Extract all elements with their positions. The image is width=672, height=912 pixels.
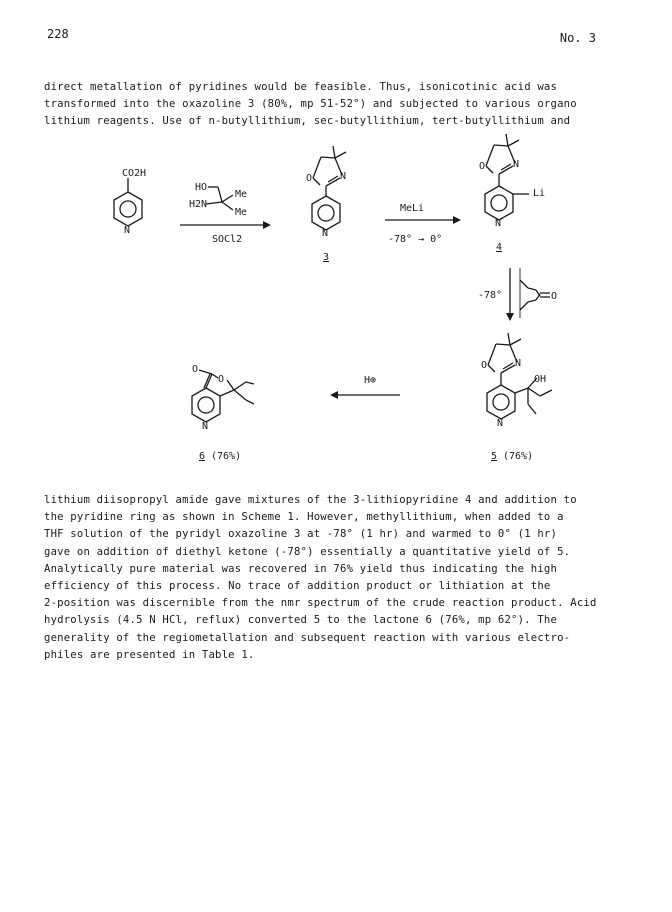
compound-6-ring-n: N	[202, 421, 209, 432]
arrow-4-head	[330, 391, 338, 399]
intro-paragraph	[44, 79, 634, 131]
diethyl-ketone-structure	[520, 280, 550, 310]
compound-5-oh: OH	[534, 374, 547, 385]
reagent-socl2: SOCl2	[212, 234, 243, 245]
compound-5-yield: (76%)	[503, 451, 534, 462]
body-paragraph	[44, 492, 634, 664]
temp-down-label: -78°	[478, 290, 503, 301]
acid-label: CO2H	[122, 168, 147, 179]
compound-6-label: 6	[199, 451, 206, 462]
text-line: THF solution of the pyridyl oxazoline 3 at -78° (1 hr) and warmed to 0° (1 hr)	[44, 528, 558, 541]
arrow-2-head	[453, 216, 461, 224]
text-line: efficiency of this process. No trace of addition product or lithiation at the	[44, 580, 551, 593]
reagent-ho: HO	[195, 182, 208, 193]
text-line: generality of the regiometallation and subsequent reaction with various electro-	[44, 631, 571, 644]
compound-5-label: 5	[491, 451, 498, 462]
issue-number: No. 3	[559, 31, 596, 45]
text-line: gave on addition of diethyl ketone (-78°) essentially a quantitative yield of 5.	[44, 545, 571, 558]
compound-4-li: Li	[533, 188, 546, 199]
text-line: philes are presented in Table 1.	[44, 648, 255, 661]
text-line: Analytically pure material was recovered in 76% yield thus indicating the high	[44, 562, 558, 575]
compound-3-structure	[312, 146, 346, 230]
reaction-scheme	[0, 130, 672, 470]
compound-6-yield: (76%)	[211, 451, 242, 462]
isonicotinic-acid-structure	[114, 178, 142, 226]
meli-label: MeLi	[400, 203, 425, 214]
compound-6-ring-o: O	[218, 374, 225, 385]
ketone-o: O	[551, 291, 558, 302]
compound-3-label: 3	[323, 252, 330, 263]
reagent-me-1: Me	[235, 189, 248, 200]
compound-3-ring-n: N	[322, 228, 329, 239]
acid-ring-n: N	[124, 225, 131, 236]
compound-3-n: N	[340, 171, 347, 182]
text-line: transformed into the oxazoline 3 (80%, mp 51-52°) and subjected to various organo	[44, 98, 577, 111]
temp-range-label: -78° → 0°	[388, 234, 443, 245]
compound-5-ring-n: N	[497, 418, 504, 429]
compound-4-o: O	[479, 161, 486, 172]
reagent-me-2: Me	[235, 207, 248, 218]
arrow-1-head	[263, 221, 271, 229]
text-line: 2-position was discernible from the nmr spectrum of the crude reaction product. Acid	[44, 597, 597, 610]
reagent-h2n: H2N	[189, 199, 208, 210]
compound-4-structure	[485, 134, 529, 220]
arrow-3-head	[506, 313, 514, 321]
compound-4-label: 4	[496, 242, 503, 253]
compound-5-o: O	[481, 360, 488, 371]
text-line: hydrolysis (4.5 N HCl, reflux) converted 5 to the lactone 6 (76%, mp 62°). The	[44, 614, 558, 627]
text-line: lithium diisopropyl amide gave mixtures of the 3-lithiopyridine 4 and addition to	[44, 494, 577, 506]
h-plus-label: H⊕	[364, 375, 377, 386]
compound-4-n: N	[513, 159, 520, 170]
compound-5-n: N	[515, 358, 522, 369]
compound-3-o: O	[306, 173, 313, 184]
text-line: direct metallation of pyridines would be feasible. Thus, isonicotinic acid was	[44, 81, 558, 93]
amino-alcohol-structure	[206, 187, 233, 210]
compound-4-ring-n: N	[495, 218, 502, 229]
text-line: lithium reagents. Use of n-butyllithium, sec-butyllithium, tert-butyllithium and	[44, 115, 571, 128]
page-number: 228	[47, 27, 69, 41]
text-line: the pyridine ring as shown in Scheme 1. However, methyllithium, when added to a	[44, 511, 564, 524]
compound-6-carbonyl-o: O	[192, 364, 199, 375]
